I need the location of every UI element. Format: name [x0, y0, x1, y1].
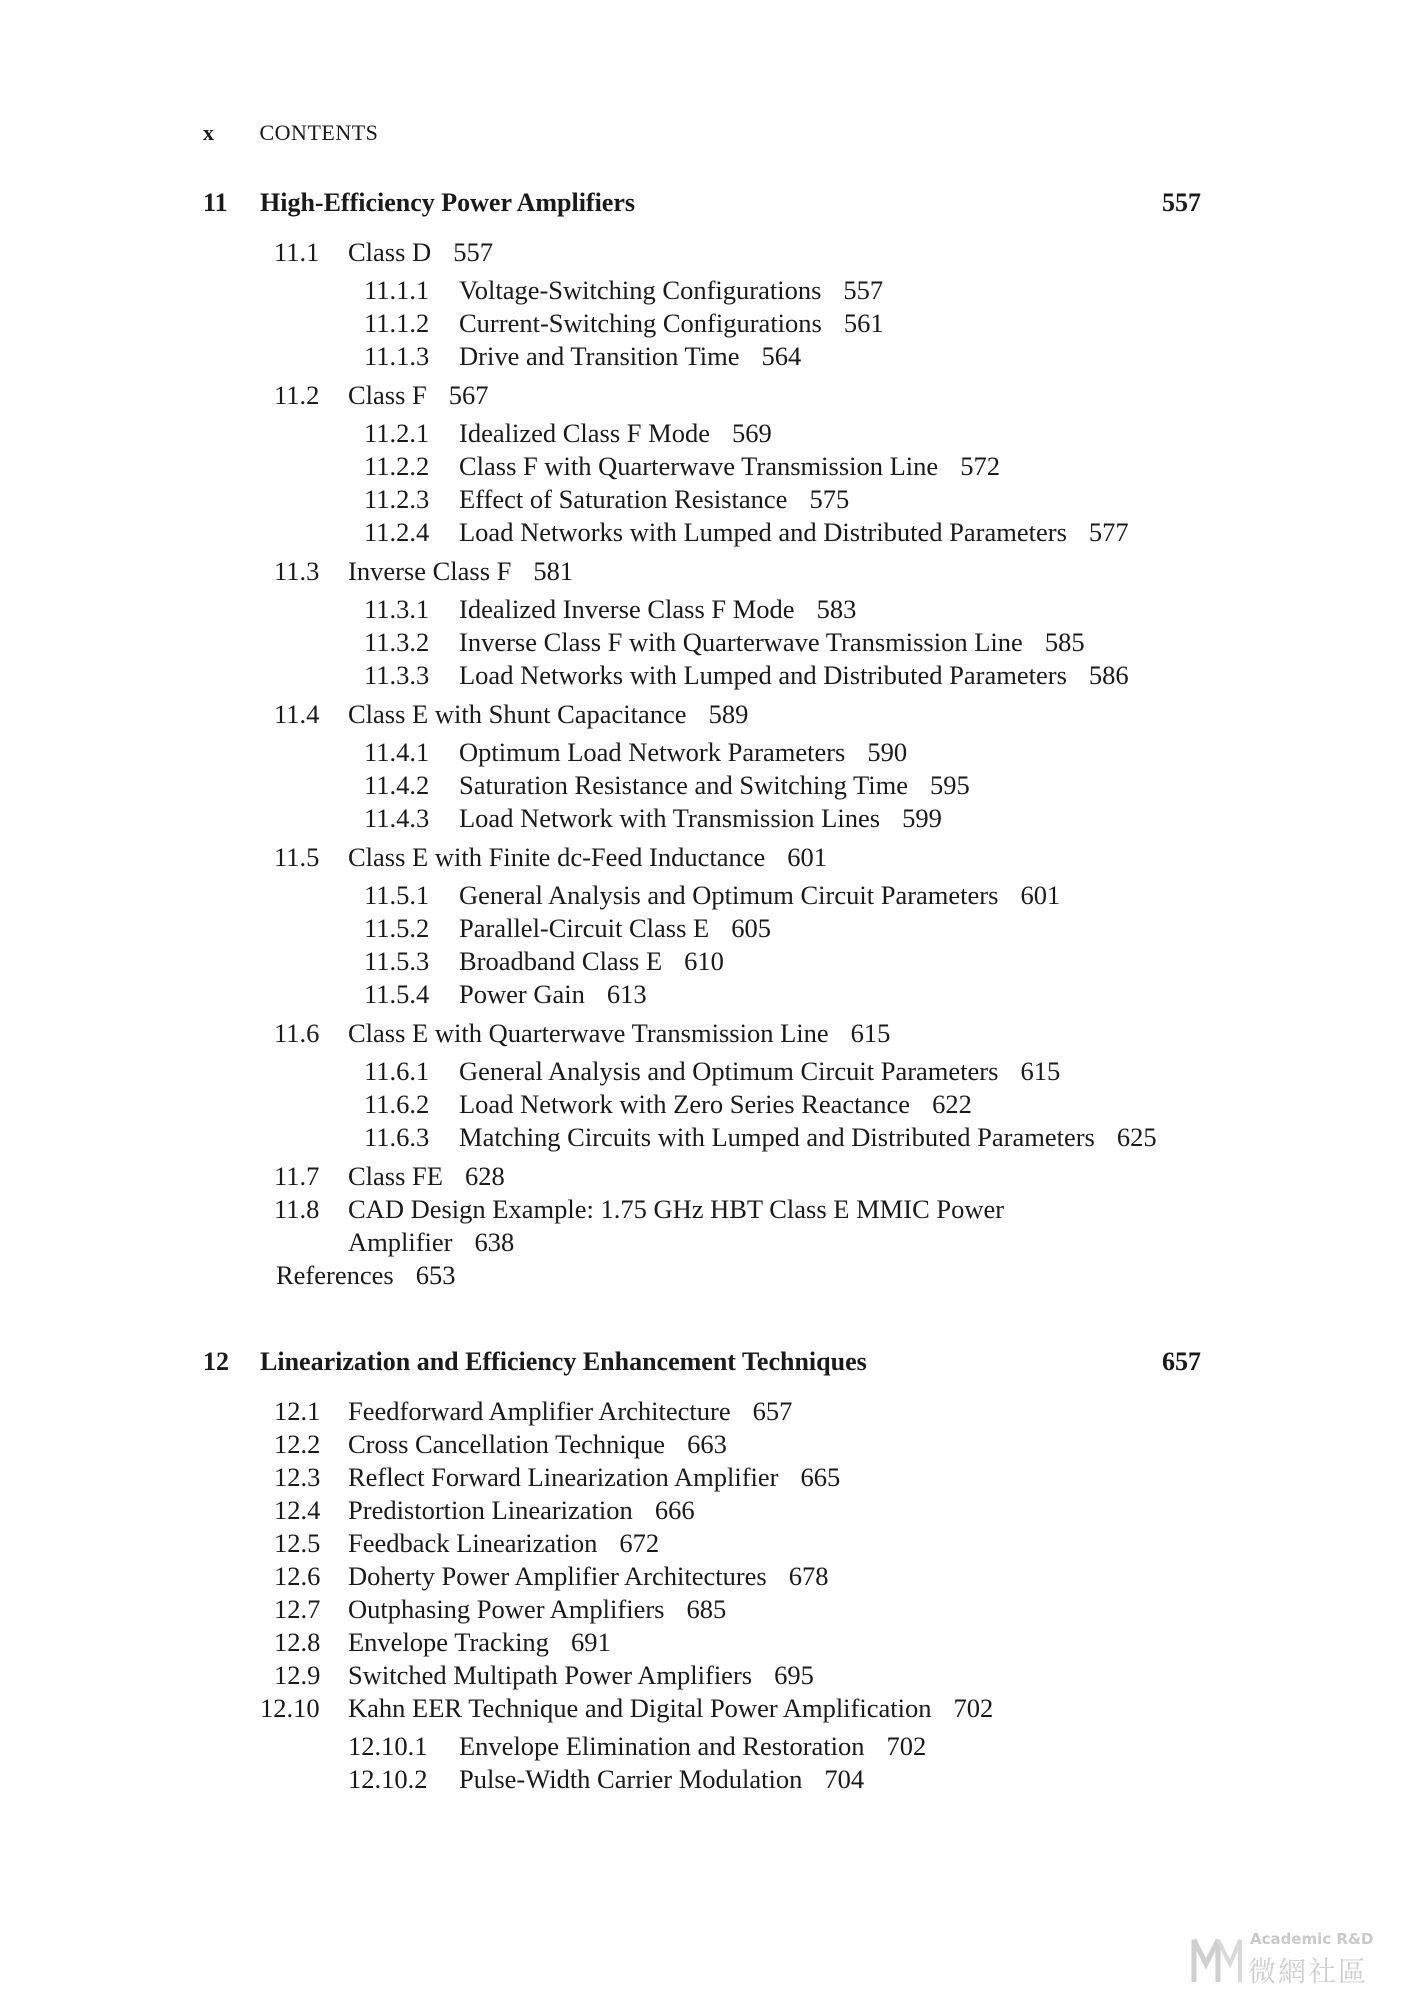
- section-page: 581: [533, 556, 574, 586]
- subsection-title: Saturation Resistance and Switching Time: [459, 770, 908, 800]
- section-number: 12.2: [274, 1429, 321, 1459]
- toc-section[interactable]: [274, 379, 489, 412]
- toc-subsection[interactable]: [364, 1055, 1060, 1088]
- section-title: Kahn EER Technique and Digital Power Amplification: [348, 1693, 932, 1723]
- toc-section[interactable]: [274, 1626, 611, 1659]
- section-number: 11.4: [274, 699, 320, 729]
- subsection-number: 11.6.3: [364, 1122, 430, 1152]
- subsection-title: Parallel-Circuit Class E: [459, 913, 710, 943]
- subsection-page: 569: [731, 418, 772, 448]
- toc-subsection[interactable]: [364, 417, 772, 450]
- watermark-logo-icon: [1190, 1934, 1244, 1986]
- toc-section[interactable]: [274, 236, 493, 269]
- section-page: 615: [850, 1018, 891, 1048]
- subsection-title: Class F with Quarterwave Transmission Line: [459, 451, 939, 481]
- toc-subsection[interactable]: [364, 802, 942, 835]
- subsection-page: 583: [816, 594, 857, 624]
- section-number: 12.10: [260, 1693, 320, 1723]
- section-number: 12.5: [274, 1528, 321, 1558]
- subsection-number: 12.10.2: [348, 1764, 428, 1794]
- subsection-page: 590: [867, 737, 908, 767]
- section-page: 589: [708, 699, 749, 729]
- section-number: 11.1: [274, 237, 320, 267]
- subsection-title: Load Network with Transmission Lines: [459, 803, 881, 833]
- toc-subsection[interactable]: [364, 736, 907, 769]
- toc-section-continuation[interactable]: [348, 1226, 514, 1259]
- section-page: 665: [800, 1462, 841, 1492]
- toc-section[interactable]: [274, 1494, 695, 1527]
- section-number: 11.5: [274, 842, 320, 872]
- section-title: Inverse Class F: [348, 556, 512, 586]
- subsection-title: Pulse-Width Carrier Modulation: [459, 1764, 803, 1794]
- chapter-page: 657: [1162, 1347, 1201, 1376]
- section-page: 638: [474, 1227, 515, 1257]
- section-page: 663: [687, 1429, 727, 1459]
- running-header: [203, 120, 378, 146]
- section-page: 567: [448, 380, 489, 410]
- section-number: 11.6: [274, 1018, 320, 1048]
- toc-subsection[interactable]: [364, 912, 771, 945]
- section-number: 12.3: [274, 1462, 321, 1492]
- subsection-title: Optimum Load Network Parameters: [459, 737, 846, 767]
- subsection-title: General Analysis and Optimum Circuit Parameters: [459, 880, 999, 910]
- subsection-number: 11.4.3: [364, 803, 430, 833]
- toc-subsection[interactable]: [364, 483, 849, 516]
- subsection-title: Idealized Inverse Class F Mode: [459, 594, 795, 624]
- toc-subsection[interactable]: [364, 1088, 972, 1121]
- chapter-heading[interactable]: [203, 188, 1201, 222]
- section-page: 666: [654, 1495, 695, 1525]
- toc-subsection[interactable]: [364, 769, 970, 802]
- section-title: Feedforward Amplifier Architecture: [348, 1396, 731, 1426]
- subsection-number: 11.2.2: [364, 451, 430, 481]
- toc-section[interactable]: [274, 1461, 840, 1494]
- section-page: 685: [686, 1594, 727, 1624]
- section-page: 672: [619, 1528, 660, 1558]
- section-page: 691: [570, 1627, 611, 1657]
- subsection-page: 564: [761, 341, 802, 371]
- chapter-title: Linearization and Efficiency Enhancement Techniques: [260, 1347, 867, 1376]
- subsection-number: 11.3.3: [364, 660, 430, 690]
- toc-section[interactable]: [274, 1593, 726, 1626]
- toc-subsection[interactable]: [348, 1730, 926, 1763]
- subsection-number: 11.5.4: [364, 979, 430, 1009]
- toc-subsection[interactable]: [364, 274, 883, 307]
- subsection-number: 11.5.2: [364, 913, 430, 943]
- toc-subsection[interactable]: [364, 945, 724, 978]
- subsection-number: 12.10.1: [348, 1731, 428, 1761]
- section-page: 601: [787, 842, 828, 872]
- subsection-title: Drive and Transition Time: [459, 341, 740, 371]
- subsection-page: 599: [902, 803, 942, 833]
- running-title: CONTENTS: [259, 120, 379, 145]
- toc-section[interactable]: [274, 1428, 727, 1461]
- subsection-number: 11.4.1: [364, 737, 430, 767]
- subsection-title: Envelope Elimination and Restoration: [459, 1731, 865, 1761]
- toc-section[interactable]: [274, 1527, 659, 1560]
- subsection-page: 575: [809, 484, 850, 514]
- subsection-title: Power Gain: [459, 979, 585, 1009]
- subsection-page: 610: [684, 946, 724, 976]
- toc-subsection[interactable]: [364, 659, 1129, 692]
- section-title: Class D: [348, 237, 432, 267]
- section-page: 628: [464, 1161, 505, 1191]
- chapter-page: 557: [1162, 188, 1201, 217]
- section-number: 12.7: [274, 1594, 321, 1624]
- section-title: Envelope Tracking: [348, 1627, 549, 1657]
- subsection-number: 11.3.1: [364, 594, 430, 624]
- watermark-english: Academic R&D: [1250, 1930, 1374, 1948]
- subsection-title: Current-Switching Configurations: [459, 308, 822, 338]
- subsection-title: Load Networks with Lumped and Distributed Parameters: [459, 517, 1067, 547]
- page-number: x: [203, 120, 214, 145]
- subsection-title: Idealized Class F Mode: [459, 418, 710, 448]
- section-number: 12.1: [274, 1396, 321, 1426]
- toc-section[interactable]: [274, 698, 748, 731]
- subsection-page: 561: [843, 308, 884, 338]
- toc-subsection[interactable]: [364, 879, 1060, 912]
- section-title: Cross Cancellation Technique: [348, 1429, 666, 1459]
- subsection-number: 11.1.3: [364, 341, 430, 371]
- toc-section[interactable]: [274, 1395, 792, 1428]
- subsection-title: Matching Circuits with Lumped and Distributed Parameters: [459, 1122, 1095, 1152]
- subsection-number: 11.6.1: [364, 1056, 430, 1086]
- section-title: Class E with Quarterwave Transmission Line: [348, 1018, 829, 1048]
- toc-section[interactable]: [274, 1160, 505, 1193]
- section-number: 12.4: [274, 1495, 321, 1525]
- toc-subsection[interactable]: [364, 307, 884, 340]
- section-title: Switched Multipath Power Amplifiers: [348, 1660, 753, 1690]
- section-title: Doherty Power Amplifier Architectures: [348, 1561, 767, 1591]
- subsection-page: 625: [1116, 1122, 1157, 1152]
- subsection-number: 11.1.2: [364, 308, 430, 338]
- section-number: 11.3: [274, 556, 320, 586]
- subsection-title: Load Network with Zero Series Reactance: [459, 1089, 911, 1119]
- section-title: Reflect Forward Linearization Amplifier: [348, 1462, 779, 1492]
- section-title: Class E with Shunt Capacitance: [348, 699, 687, 729]
- chapter-number: 12: [203, 1347, 229, 1376]
- section-title: Class FE: [348, 1161, 443, 1191]
- subsection-number: 11.5.1: [364, 880, 430, 910]
- section-title: CAD Design Example: 1.75 GHz HBT Class E MMIC Power: [348, 1194, 1005, 1224]
- subsection-number: 11.2.4: [364, 517, 430, 547]
- subsection-title: Effect of Saturation Resistance: [459, 484, 788, 514]
- subsection-number: 11.2.3: [364, 484, 430, 514]
- subsection-page: 601: [1020, 880, 1061, 910]
- references-page: 653: [415, 1260, 456, 1290]
- subsection-number: 11.6.2: [364, 1089, 430, 1119]
- watermark: [1190, 1930, 1390, 1990]
- toc-subsection[interactable]: [348, 1763, 864, 1796]
- toc-section[interactable]: [274, 841, 827, 874]
- subsection-page: 595: [930, 770, 970, 800]
- references-title: References: [276, 1260, 394, 1290]
- chapter-heading[interactable]: [203, 1347, 1201, 1381]
- toc-subsection[interactable]: [364, 978, 647, 1011]
- subsection-page: 586: [1088, 660, 1129, 690]
- chapter-title: High-Efficiency Power Amplifiers: [260, 188, 636, 217]
- toc-section[interactable]: [274, 1017, 890, 1050]
- section-page: 557: [453, 237, 493, 267]
- subsection-page: 613: [606, 979, 647, 1009]
- subsection-page: 557: [843, 275, 884, 305]
- section-number: 11.7: [274, 1161, 320, 1191]
- subsection-page: 577: [1088, 517, 1129, 547]
- toc-section[interactable]: [274, 555, 573, 588]
- subsection-number: 11.5.3: [364, 946, 430, 976]
- section-page: 678: [788, 1561, 829, 1591]
- toc-section[interactable]: [274, 1560, 828, 1593]
- section-title: Class E with Finite dc-Feed Inductance: [348, 842, 766, 872]
- section-number: 11.2: [274, 380, 320, 410]
- subsection-number: 11.4.2: [364, 770, 430, 800]
- subsection-number: 11.3.2: [364, 627, 430, 657]
- toc-section[interactable]: [274, 1193, 1004, 1226]
- subsection-page: 622: [932, 1089, 972, 1119]
- toc-section[interactable]: [260, 1692, 993, 1725]
- subsection-title: Load Networks with Lumped and Distributed Parameters: [459, 660, 1067, 690]
- subsection-title: Broadband Class E: [459, 946, 663, 976]
- section-title: Feedback Linearization: [348, 1528, 598, 1558]
- section-title: Outphasing Power Amplifiers: [348, 1594, 665, 1624]
- toc-subsection[interactable]: [364, 1121, 1157, 1154]
- toc-subsection[interactable]: [364, 626, 1085, 659]
- chapter-number: 11: [203, 188, 228, 217]
- toc-references[interactable]: [276, 1259, 455, 1292]
- section-number: 11.8: [274, 1194, 320, 1224]
- toc-subsection[interactable]: [364, 450, 1000, 483]
- subsection-title: Inverse Class F with Quarterwave Transmission Line: [459, 627, 1023, 657]
- section-number: 12.6: [274, 1561, 321, 1591]
- subsection-page: 702: [886, 1731, 927, 1761]
- subsection-number: 11.1.1: [364, 275, 430, 305]
- section-number: 12.8: [274, 1627, 321, 1657]
- toc-subsection[interactable]: [364, 340, 801, 373]
- subsection-page: 585: [1044, 627, 1085, 657]
- subsection-page: 615: [1020, 1056, 1061, 1086]
- section-page: 657: [752, 1396, 793, 1426]
- subsection-page: 572: [960, 451, 1000, 481]
- section-title: Amplifier: [348, 1227, 453, 1257]
- subsection-page: 704: [824, 1764, 865, 1794]
- subsection-title: General Analysis and Optimum Circuit Parameters: [459, 1056, 999, 1086]
- watermark-chinese: 微網社區: [1248, 1955, 1369, 1988]
- section-number: 12.9: [274, 1660, 321, 1690]
- section-title: Predistortion Linearization: [348, 1495, 633, 1525]
- subsection-title: Voltage-Switching Configurations: [459, 275, 822, 305]
- toc-section[interactable]: [274, 1659, 814, 1692]
- section-page: 702: [953, 1693, 994, 1723]
- subsection-page: 605: [731, 913, 771, 943]
- toc-subsection[interactable]: [364, 516, 1129, 549]
- section-title: Class F: [348, 380, 427, 410]
- section-page: 695: [774, 1660, 814, 1690]
- subsection-number: 11.2.1: [364, 418, 430, 448]
- toc-subsection[interactable]: [364, 593, 856, 626]
